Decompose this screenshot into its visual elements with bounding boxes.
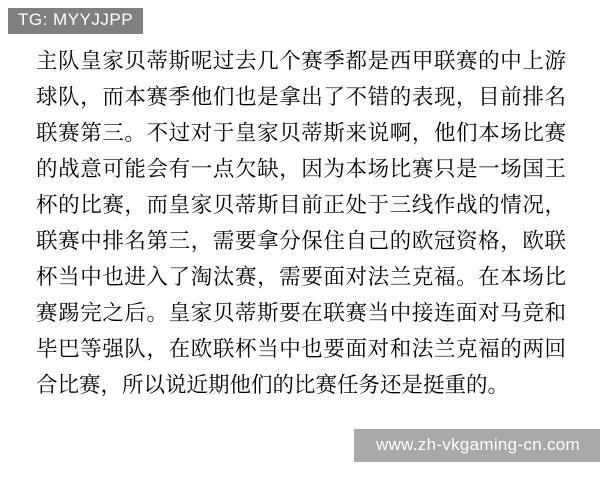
article-paragraph: 主队皇家贝蒂斯呢过去几个赛季都是西甲联赛的中上游球队，而本赛季他们也是拿出了不错的表现，目前排名联赛第三。不过对于皇家贝蒂斯来说啊，他们本场比赛的战意可能会有一点欠缺，因为本场比赛只是一场国王杯的比赛，而皇家贝蒂斯目前正处于三线作战的情况，联赛中排名第三，需要拿分保住自己的欧冠资格，欧联杯当中也进入了淘汰赛，需要面对法兰克福。在本场比赛踢完之后。皇家贝蒂斯要在联赛当中接连面对马竞和毕巴等强队，在欧联杯当中也要面对和法兰克福的两回合比赛，所以说近期他们的比赛任务还是挺重的。 [36,49,566,398]
site-watermark: www.zh-vkgaming-cn.com [354,429,600,462]
telegram-handle-badge: TG: MYYJJPP [8,8,143,34]
